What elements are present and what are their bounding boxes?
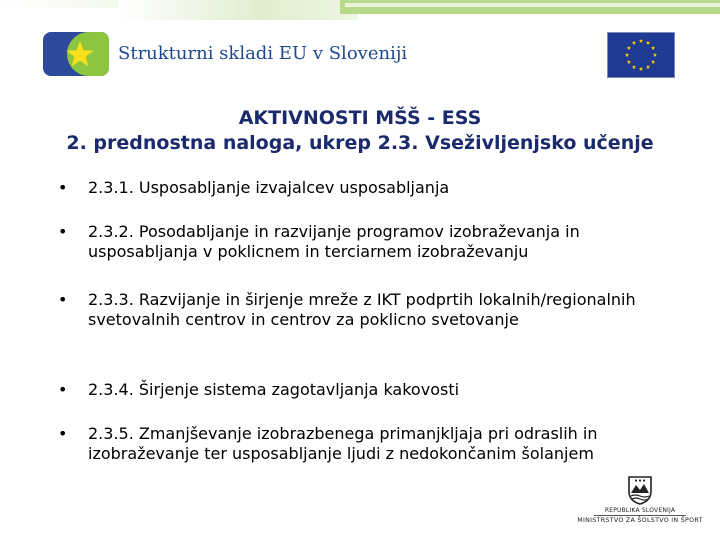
eu-flag-icon	[607, 32, 675, 78]
list-item	[58, 380, 688, 400]
brand-text: Strukturni skladi EU v Sloveniji	[118, 43, 408, 64]
eu-star-icon	[627, 60, 631, 64]
eu-star-icon	[651, 46, 655, 50]
eu-star-icon	[627, 46, 631, 50]
stripe	[345, 3, 720, 7]
page-title	[0, 106, 720, 156]
bullet-glyph: •	[58, 222, 68, 241]
eu-star-icon	[646, 65, 650, 69]
eu-star-icon	[625, 53, 629, 57]
title-line-2: 2. prednostna naloga, ukrep 2.3. Vseživljenjsko učenje	[66, 132, 654, 154]
star-icon	[65, 40, 95, 68]
list-item-text: 2.3.5. Zmanjševanje izobrazbenega primanjkljaja pri odraslih in izobraževanje ter usposabljanje ljudi z nedokončanim šolanjem	[88, 424, 598, 463]
eu-star-icon	[653, 53, 657, 57]
eu-star-icon	[632, 41, 636, 45]
country-label: REPUBLIKA SLOVENIJA	[604, 507, 676, 514]
list-item-text: 2.3.2. Posodabljanje in razvijanje programov izobraževanja in usposabljanja v poklicnem in terciarnem izobraževanju	[88, 222, 580, 261]
slovenia-crest-icon	[627, 475, 653, 505]
eu-star-icon	[646, 41, 650, 45]
list-item	[58, 424, 688, 464]
header-decoration	[0, 0, 720, 22]
eu-star-icon	[651, 60, 655, 64]
bullet-glyph: •	[58, 424, 68, 443]
ministry-logo	[576, 475, 704, 527]
eu-star-icon	[632, 65, 636, 69]
list-item-text: 2.3.1. Usposabljanje izvajalcev usposabljanja	[88, 178, 450, 197]
list-item	[58, 222, 688, 262]
bullet-glyph: •	[58, 178, 68, 197]
list-item-text: 2.3.3. Razvijanje in širjenje mreže z IKT podprtih lokalnih/regionalnih svetovalnih centrov in centrov za poklicno svetovanje	[88, 290, 636, 329]
title-line-1: AKTIVNOSTI MŠŠ - ESS	[238, 107, 482, 129]
structural-funds-logo	[43, 32, 109, 76]
list-item	[58, 290, 688, 330]
eu-star-icon	[639, 39, 643, 43]
ministry-label: MINISTRSTVO ZA ŠOLSTVO IN ŠPORT	[577, 517, 703, 524]
bullet-glyph: •	[58, 290, 68, 309]
list-item-text: 2.3.4. Širjenje sistema zagotavljanja kakovosti	[88, 380, 460, 399]
stripe	[118, 0, 358, 20]
divider	[594, 515, 686, 516]
eu-star-icon	[639, 67, 643, 71]
stripe	[0, 0, 120, 8]
bullet-glyph: •	[58, 380, 68, 399]
list-item	[58, 178, 688, 198]
